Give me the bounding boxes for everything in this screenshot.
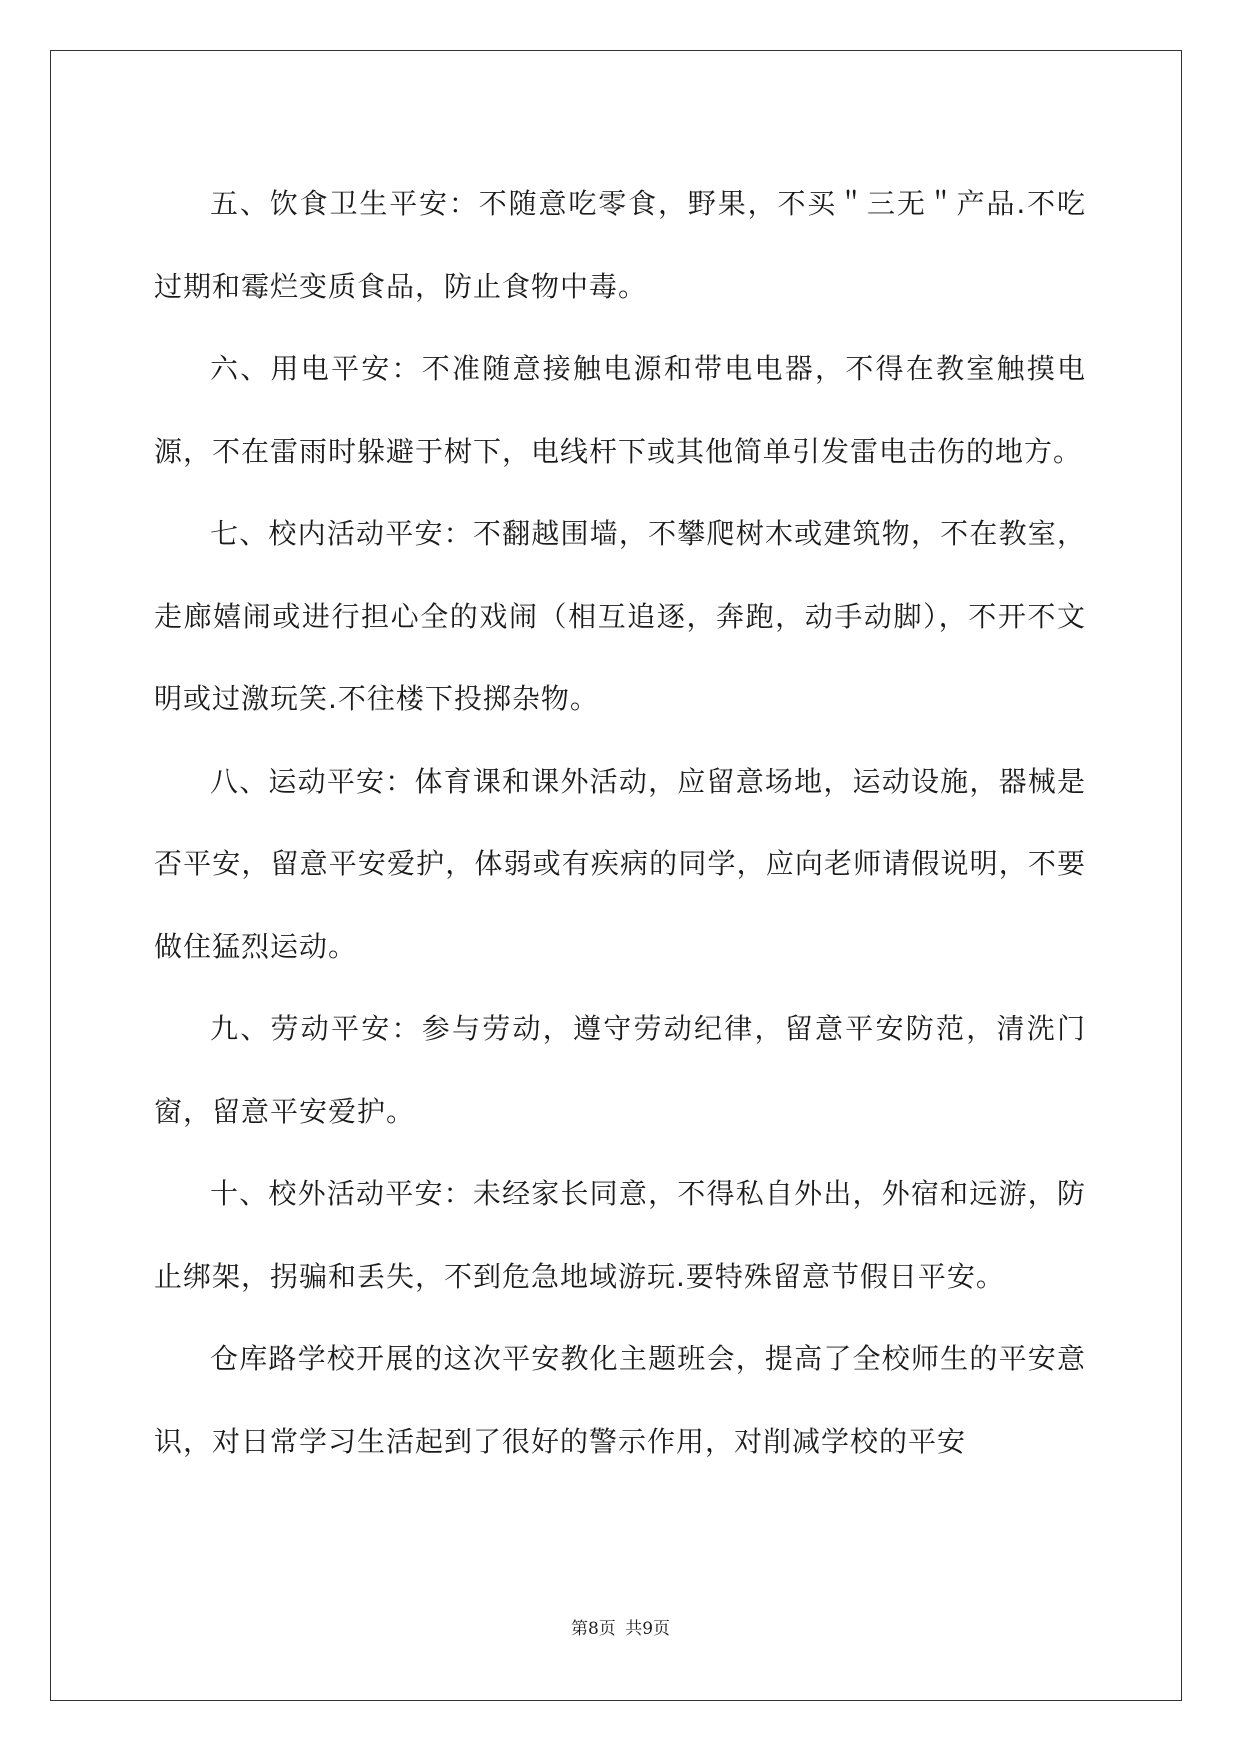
paragraph-food-safety: 五、饮食卫生平安：不随意吃零食，野果，不买＂三无＂产品.不吃过期和霉烂变质食品，防止食物中毒。: [154, 187, 1086, 303]
document-body: [154, 163, 1086, 1483]
paragraph-sports-safety: 八、运动平安：体育课和课外活动，应留意场地，运动设施，器械是否平安，留意平安爱护，体弱或有疾病的同学，应向老师请假说明，不要做住猛烈运动。: [154, 764, 1086, 963]
paragraph-summary: 仓库路学校开展的这次平安教化主题班会，提高了全校师生的平安意识，对日常学习生活起到了很好的警示作用，对削减学校的平安: [154, 1342, 1086, 1458]
page-total: 共9页: [625, 1619, 671, 1639]
paragraph-offcampus-safety: 十、校外活动平安：未经家长同意，不得私自外出，外宿和远游，防止绑架，拐骗和丢失，不到危急地域游玩.要特殊留意节假日平安。: [154, 1177, 1086, 1293]
paragraph-campus-activity-safety: 七、校内活动平安：不翻越围墙，不攀爬树木或建筑物，不在教室，走廊嬉闹或进行担心全的戏闹（相互追逐，奔跑，动手动脚），不开不文明或过激玩笑.不往楼下投掷杂物。: [154, 517, 1086, 715]
paragraph-labor-safety: 九、劳动平安：参与劳动，遵守劳动纪律，留意平安防范，清洗门窗，留意平安爱护。: [154, 1012, 1086, 1128]
paragraph-electricity-safety: 六、用电平安：不准随意接触电源和带电电器，不得在教室触摸电源，不在雷雨时躲避于树下，电线杆下或其他简单引发雷电击伤的地方。: [154, 352, 1086, 468]
page-number: 第8页: [570, 1619, 616, 1639]
page-footer: [0, 1614, 1241, 1639]
